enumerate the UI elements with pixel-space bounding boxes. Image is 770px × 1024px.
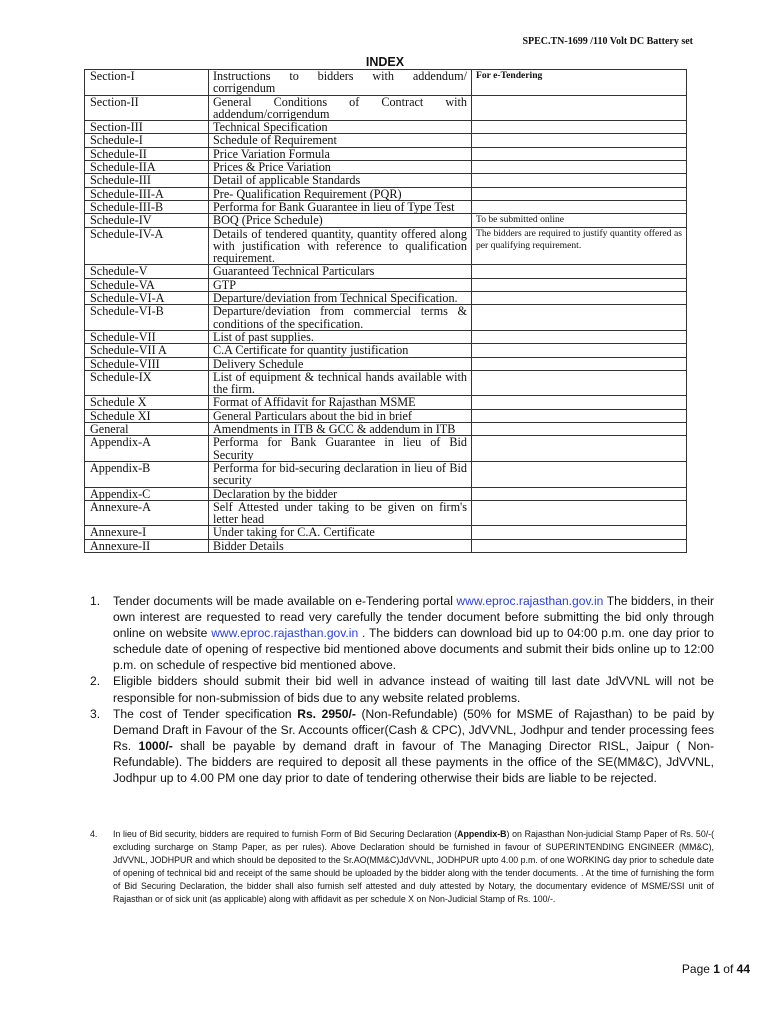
title-cell xyxy=(209,357,472,370)
section-cell-text: Schedule-VI-B xyxy=(90,304,164,319)
remark-cell xyxy=(472,539,687,552)
index-row xyxy=(85,161,687,174)
section-cell xyxy=(85,292,209,305)
index-row xyxy=(85,423,687,436)
title-cell-text: Performa for bid-securing declaration in lieu of Bid security xyxy=(213,460,467,488)
section-cell xyxy=(85,265,209,278)
remark-cell xyxy=(472,134,687,147)
index-table-body xyxy=(85,70,687,553)
title-cell-text: Schedule of Requirement xyxy=(213,133,337,148)
title-cell-text: C.A Certificate for quantity justification xyxy=(213,343,409,358)
title-cell xyxy=(209,265,472,278)
item-number: 2. xyxy=(90,674,101,689)
remark-cell xyxy=(472,396,687,409)
instruction-item-3 xyxy=(90,706,714,786)
instruction-item-4 xyxy=(90,828,714,907)
section-cell-text: Schedule-IIA xyxy=(90,160,156,175)
index-row xyxy=(85,500,687,526)
title-cell xyxy=(209,227,472,265)
section-cell xyxy=(85,95,209,121)
item-number: 3. xyxy=(90,706,101,721)
section-cell-text: Schedule-I xyxy=(90,133,143,148)
title-cell xyxy=(209,396,472,409)
title-cell-text: Format of Affidavit for Rajasthan MSME xyxy=(213,395,416,410)
section-cell-text: Schedule-III xyxy=(90,173,151,188)
section-cell-text: Annexure-I xyxy=(90,525,147,540)
section-cell xyxy=(85,70,209,96)
title-cell-text: Delivery Schedule xyxy=(213,356,304,371)
appendix-reference: Appendix-B xyxy=(457,829,507,839)
page-total: 44 xyxy=(736,962,750,976)
section-cell-text: Schedule-II xyxy=(90,146,147,161)
instruction-text: shall be payable by demand draft in favour of The Managing Director RISL, Jaipur ( Non- Refundable). The bidders are required to deposit all these payments in the office of the SE(MM&C), JdVVNL, Jodhpur up to 4.00 PM one day prior to date of tendering otherwise their bids are liable to be rejected. xyxy=(113,738,714,786)
page-number: 1 xyxy=(713,962,720,976)
page-of-label: of xyxy=(719,962,737,976)
instruction-text: The bidders, in their own interest are requested to read very carefully the tender document before submitting the bid only through online on website xyxy=(113,594,714,641)
section-cell xyxy=(85,330,209,343)
title-cell xyxy=(209,487,472,500)
title-cell xyxy=(209,187,472,200)
index-row xyxy=(85,409,687,422)
index-row xyxy=(85,357,687,370)
section-cell-text: Schedule-III-B xyxy=(90,199,164,214)
title-cell-text: Pre- Qualification Requirement (PQR) xyxy=(213,186,402,201)
title-cell-text: Bidder Details xyxy=(213,538,284,553)
index-row xyxy=(85,370,687,396)
instruction-text: The cost of Tender specification xyxy=(113,706,298,721)
instruction-text: . The bidders can download bid up to 04:00 p.m. one day prior to schedule date of opening of respective bid mentioned above documents and submit their bids online up to 12:00 p.m. on schedule of respective bid mentioned above. xyxy=(113,626,714,673)
section-cell-text: Schedule X xyxy=(90,395,147,410)
title-cell xyxy=(209,121,472,134)
index-row xyxy=(85,292,687,305)
section-cell-text: Section-I xyxy=(90,69,135,83)
remark-cell-text: The bidders are required to justify quantity offered as per qualifying requirement. xyxy=(476,227,682,251)
section-cell xyxy=(85,396,209,409)
remark-cell xyxy=(472,214,687,227)
index-row xyxy=(85,344,687,357)
title-cell-text: Performa for Bank Guarantee in lieu of Type Test xyxy=(213,199,455,214)
title-cell xyxy=(209,539,472,552)
instruction-text: (Non-Refundable) (50% for MSME of Rajasthan) to be paid by Demand Draft in Favour of the Sr. Accounts officer(Cash & CPC), JdVVNL, Jodhpur and tender processing fees Rs. xyxy=(113,706,714,753)
index-title: INDEX xyxy=(365,55,405,69)
remark-cell xyxy=(472,436,687,462)
section-cell-text: Schedule-VA xyxy=(90,277,155,292)
spec-reference: SPEC.TN-1699 /110 Volt DC Battery set xyxy=(522,36,693,47)
title-cell-text: Price Variation Formula xyxy=(213,146,330,161)
title-cell xyxy=(209,500,472,526)
remark-cell xyxy=(472,330,687,343)
instruction-text: Eligible bidders should submit their bid well in advance instead of waiting till last date JdVVNL will not be responsible for non-submission of bids due to any website related problems. xyxy=(113,674,714,705)
section-cell xyxy=(85,121,209,134)
remark-cell xyxy=(472,174,687,187)
section-cell-text: Schedule-VII xyxy=(90,329,156,344)
index-row xyxy=(85,526,687,539)
title-cell-text: BOQ (Price Schedule) xyxy=(213,213,323,228)
page-indicator xyxy=(682,962,750,976)
index-row xyxy=(85,461,687,487)
title-cell-text: Departure/deviation from commercial terms & conditions of the specification. xyxy=(213,304,467,331)
section-cell-text: Schedule-IV-A xyxy=(90,226,164,241)
remark-cell-text: To be submitted online xyxy=(476,214,565,226)
remark-cell xyxy=(472,423,687,436)
section-cell xyxy=(85,344,209,357)
title-cell-text: Departure/deviation from Technical Specification. xyxy=(213,291,458,306)
section-cell-text: Schedule-VI-A xyxy=(90,291,165,306)
title-cell xyxy=(209,174,472,187)
remark-cell xyxy=(472,200,687,213)
title-cell-text: Self Attested under taking to be given on firm's letter head xyxy=(213,499,467,527)
section-cell-text: Schedule-III-A xyxy=(90,186,164,201)
section-cell-text: Schedule-IX xyxy=(90,369,152,384)
item-number: 4. xyxy=(90,829,98,839)
section-cell xyxy=(85,357,209,370)
remark-cell xyxy=(472,461,687,487)
title-cell-text: List of past supplies. xyxy=(213,329,314,344)
index-row xyxy=(85,147,687,160)
section-cell xyxy=(85,539,209,552)
title-cell-text: Amendments in ITB & GCC & addendum in ITB xyxy=(213,422,456,437)
item-number: 1. xyxy=(90,594,101,608)
instruction-text: ) on Rajasthan Non-judicial Stamp Paper of Rs. 50/-( excluding surcharge on Stamp Paper, as per rules). Above Declaration should be furnished in favour of SUPERINTENDING ENGINEER (MM&C), JdVVNL, JODHPUR and which should be deposited to the Sr.AO(MM&C)JdVVNL, JODHPUR upto 4.00 p.m. of one WORKING day prior to schedule date of opening of technical bid and receipt of the same should be uploaded by the bidder along with the tender documents. . At the time of furnishing the form of Bid Securing Declaration, the bidder shall also furnish self attested and duly attested by Notary, the documentary evidence of MSME/SSI unit of Rajasthan or of sick unit (as applicable) along with affidavit as per schedule X on Non-Judicial Stamp of Rs. 100/-. xyxy=(113,829,715,905)
remark-cell xyxy=(472,305,687,331)
title-cell-text: Technical Specification xyxy=(213,120,328,135)
section-cell xyxy=(85,305,209,331)
section-cell-text: Schedule-IV xyxy=(90,213,152,228)
title-cell xyxy=(209,134,472,147)
title-cell xyxy=(209,423,472,436)
section-cell-text: Appendix-C xyxy=(90,486,151,501)
remark-cell xyxy=(472,227,687,265)
index-row xyxy=(85,95,687,121)
remark-cell xyxy=(472,409,687,422)
section-cell xyxy=(85,278,209,291)
index-row xyxy=(85,174,687,187)
section-cell-text: Appendix-A xyxy=(90,435,151,450)
title-cell xyxy=(209,214,472,227)
section-cell xyxy=(85,436,209,462)
section-cell xyxy=(85,500,209,526)
section-cell-text: Appendix-B xyxy=(90,460,151,475)
remark-cell xyxy=(472,121,687,134)
title-cell xyxy=(209,344,472,357)
section-cell-text: Schedule XI xyxy=(90,408,151,423)
title-cell xyxy=(209,147,472,160)
instructions-list xyxy=(90,593,714,786)
instruction-item-1 xyxy=(90,593,714,673)
page-label: Page xyxy=(681,962,714,976)
index-row xyxy=(85,134,687,147)
title-cell xyxy=(209,436,472,462)
title-cell-text: Detail of applicable Standards xyxy=(213,173,361,188)
index-row xyxy=(85,396,687,409)
remark-cell-text: For e-Tendering xyxy=(476,70,543,81)
section-cell xyxy=(85,461,209,487)
remark-cell xyxy=(472,526,687,539)
index-row xyxy=(85,436,687,462)
title-cell-text: Performa for Bank Guarantee in lieu of Bid Security xyxy=(213,435,467,462)
title-cell-text: General Particulars about the bid in brief xyxy=(213,408,412,423)
index-row xyxy=(85,265,687,278)
title-cell-text: General Conditions of Contract with addendum/corrigendum xyxy=(213,94,467,121)
section-cell-text: Schedule-VII A xyxy=(90,343,167,358)
title-cell xyxy=(209,292,472,305)
remark-cell xyxy=(472,187,687,200)
title-cell-text: Guaranteed Technical Particulars xyxy=(213,264,375,279)
index-row xyxy=(85,487,687,500)
section-cell xyxy=(85,487,209,500)
title-cell-text: Instructions to bidders with addendum/ corrigendum xyxy=(213,69,467,96)
index-row xyxy=(85,305,687,331)
remark-cell xyxy=(472,70,687,96)
index-row xyxy=(85,70,687,96)
section-cell xyxy=(85,200,209,213)
index-row xyxy=(85,539,687,552)
section-cell-text: General xyxy=(90,422,129,437)
remark-cell xyxy=(472,95,687,121)
title-cell xyxy=(209,409,472,422)
website-link[interactable]: www.eproc.rajasthan.gov.in xyxy=(211,626,359,641)
section-cell-text: Section-III xyxy=(90,120,143,135)
section-cell-text: Schedule-VIII xyxy=(90,356,160,371)
section-cell xyxy=(85,370,209,396)
portal-link[interactable]: www.eproc.rajasthan.gov.in xyxy=(456,594,604,608)
title-cell xyxy=(209,278,472,291)
title-cell-text: Under taking for C.A. Certificate xyxy=(213,525,375,540)
index-row xyxy=(85,214,687,227)
tender-cost: Rs. 2950/- xyxy=(297,706,356,721)
instruction-text: In lieu of Bid security, bidders are required to furnish Form of Bid Securing Declaration ( xyxy=(113,829,458,839)
title-cell xyxy=(209,70,472,96)
section-cell-text: Section-II xyxy=(90,94,139,109)
instruction-item-2 xyxy=(90,673,714,705)
index-row xyxy=(85,200,687,213)
remark-cell xyxy=(472,487,687,500)
remark-cell xyxy=(472,370,687,396)
remark-cell xyxy=(472,265,687,278)
title-cell-text: Declaration by the bidder xyxy=(213,486,338,501)
title-cell xyxy=(209,305,472,331)
remark-cell xyxy=(472,161,687,174)
instruction-text: Tender documents will be made available on e-Tendering portal xyxy=(113,594,457,608)
processing-fee: 1000/- xyxy=(138,738,173,753)
remark-cell xyxy=(472,344,687,357)
index-row xyxy=(85,330,687,343)
title-cell xyxy=(209,200,472,213)
title-cell xyxy=(209,370,472,396)
section-cell xyxy=(85,161,209,174)
title-cell-text: Prices & Price Variation xyxy=(213,160,331,175)
section-cell xyxy=(85,147,209,160)
section-cell xyxy=(85,423,209,436)
remark-cell xyxy=(472,278,687,291)
title-cell-text: List of equipment & technical hands available with the firm. xyxy=(213,369,467,397)
section-cell xyxy=(85,409,209,422)
index-row xyxy=(85,121,687,134)
remark-cell xyxy=(472,147,687,160)
title-cell xyxy=(209,461,472,487)
section-cell xyxy=(85,214,209,227)
section-cell-text: Annexure-II xyxy=(90,538,151,553)
section-cell-text: Schedule-V xyxy=(90,264,148,279)
section-cell-text: Annexure-A xyxy=(90,499,151,514)
title-cell xyxy=(209,526,472,539)
title-cell-text: GTP xyxy=(213,277,237,292)
section-cell xyxy=(85,187,209,200)
title-cell xyxy=(209,330,472,343)
title-cell xyxy=(209,95,472,121)
section-cell xyxy=(85,526,209,539)
section-cell xyxy=(85,134,209,147)
index-row xyxy=(85,187,687,200)
remark-cell xyxy=(472,292,687,305)
section-cell xyxy=(85,174,209,187)
index-row xyxy=(85,278,687,291)
section-cell xyxy=(85,227,209,265)
title-cell xyxy=(209,161,472,174)
title-cell-text: Details of tendered quantity, quantity offered along with justification with reference to qualification requirement. xyxy=(213,226,467,266)
remark-cell xyxy=(472,500,687,526)
index-row xyxy=(85,227,687,265)
remark-cell xyxy=(472,357,687,370)
index-table xyxy=(84,69,687,553)
